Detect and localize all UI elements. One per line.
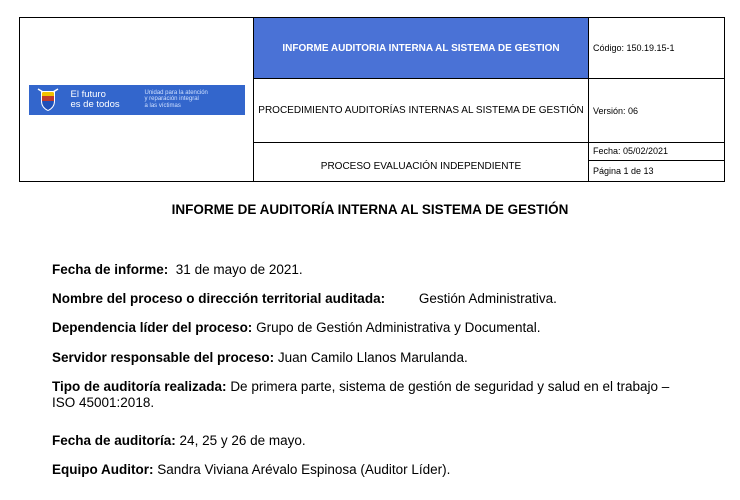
field-value: De primera parte, sistema de gestión de seguridad y salud en el trabajo – ISO 45001:2018. [52, 379, 670, 410]
field-label: Nombre del proceso o dirección territorial auditada: [52, 291, 386, 306]
field-equipo-auditor [52, 462, 692, 478]
field-value: Gestión Administrativa. [418, 291, 557, 306]
entity-logo [29, 85, 245, 115]
field-label: Servidor responsable del proceso: [52, 350, 275, 365]
field-value: 31 de mayo de 2021. [175, 262, 303, 277]
document-header-table [19, 17, 725, 182]
field-tipo-auditoria [52, 379, 692, 411]
header-page-number: Página 1 de 13 [593, 166, 654, 176]
field-label: Fecha de informe: [52, 262, 169, 277]
header-report-title: INFORME AUDITORIA INTERNA AL SISTEMA DE GESTION [254, 18, 589, 79]
header-version: Versión: 06 [589, 79, 725, 143]
field-label: Equipo Auditor: [52, 462, 154, 477]
field-value: Grupo de Gestión Administrativa y Documental. [256, 320, 541, 335]
header-code: Código: 150.19.15-1 [589, 18, 725, 79]
field-value: Sandra Viviana Arévalo Espinosa (Auditor Líder). [157, 462, 451, 477]
logo-unit-name: Unidad para la atención y reparación integral a las víctimas [144, 89, 208, 109]
logo-slogan: El futuro es de todos [70, 88, 120, 110]
field-label: Tipo de auditoría realizada: [52, 379, 227, 394]
header-date: Fecha: 05/02/2021 [589, 143, 724, 161]
colombia-coat-of-arms-icon [37, 88, 59, 112]
field-servidor-responsable [52, 350, 692, 366]
field-value: 24, 25 y 26 de mayo. [179, 433, 306, 448]
header-procedure-title: PROCEDIMIENTO AUDITORÍAS INTERNAS AL SISTEMA DE GESTIÓN [254, 79, 589, 143]
header-date-page-cell [589, 143, 725, 182]
field-label: Dependencia líder del proceso: [52, 320, 253, 335]
header-process-title: PROCESO EVALUACIÓN INDEPENDIENTE [254, 143, 589, 182]
document-title: INFORME DE AUDITORÍA INTERNA AL SISTEMA DE GESTIÓN [171, 202, 569, 217]
field-fecha-informe [52, 262, 692, 278]
field-dependencia-lider [52, 320, 692, 336]
logo-cell [20, 18, 254, 182]
field-fecha-auditoria [52, 433, 692, 449]
field-label: Fecha de auditoría: [52, 433, 176, 448]
field-value: Juan Camilo Llanos Marulanda. [277, 350, 468, 365]
field-proceso-auditado [52, 291, 692, 307]
